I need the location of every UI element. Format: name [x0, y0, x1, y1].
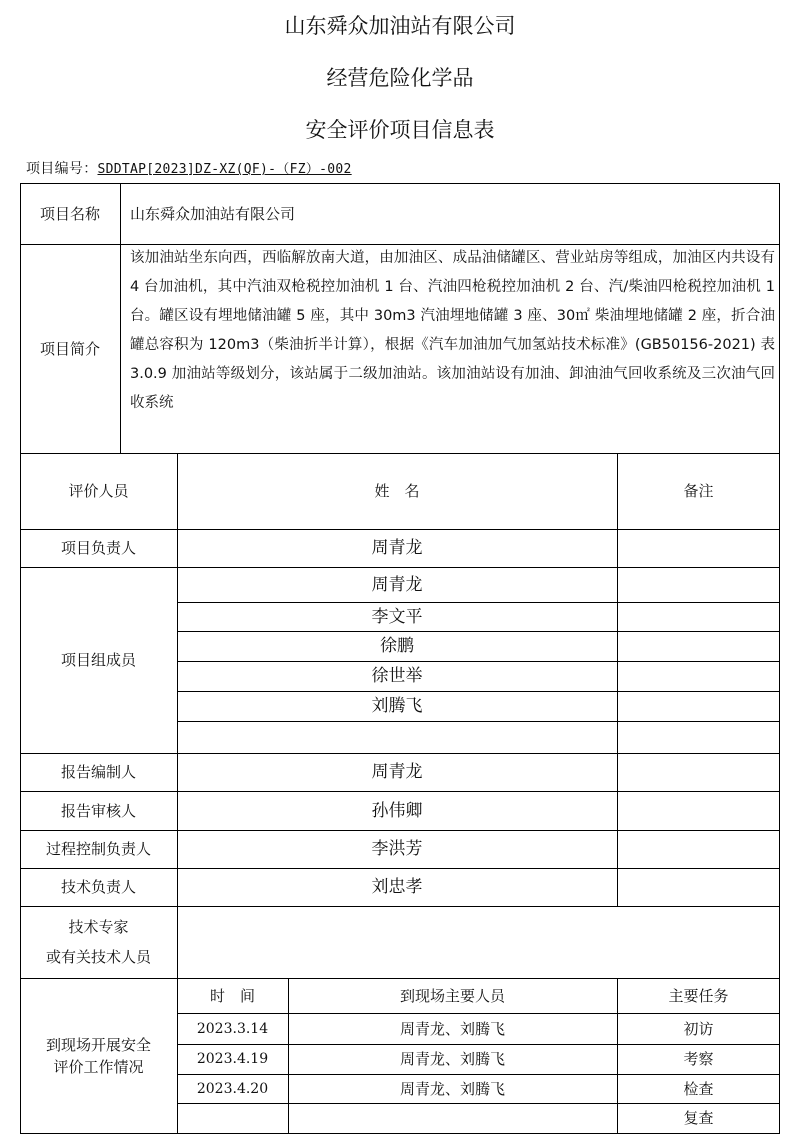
member-name: 徐世举 [371, 666, 423, 686]
member-name: 徐鹏 [380, 636, 414, 656]
project-number [26, 158, 352, 178]
staff-header-role: 评价人员 [68, 482, 129, 500]
site-header-people: 到现场主要人员 [399, 986, 505, 1005]
tech-lead-name: 刘忠孝 [371, 877, 423, 897]
staff-header-name: 姓 名 [374, 482, 420, 500]
report-writer-name: 周青龙 [371, 762, 423, 782]
member-name: 李文平 [371, 606, 423, 627]
experts-role [20, 906, 177, 978]
title-company: 山东舜众加油站有限公司 [284, 14, 516, 38]
project-number-label: 项目编号： [26, 161, 98, 177]
tech-lead-role: 技术负责人 [60, 878, 136, 896]
site-row-people: 周青龙、刘腾飞 [399, 1019, 505, 1038]
process-control-role: 过程控制负责人 [45, 840, 151, 858]
member-name: 刘腾飞 [371, 696, 423, 716]
leader-role: 项目负责人 [60, 539, 136, 557]
site-work-label-line1: 到现场开展安全 [45, 1036, 151, 1054]
report-reviewer-name: 孙伟卿 [371, 800, 423, 821]
site-row-task: 初访 [683, 1019, 714, 1038]
site-header-task: 主要任务 [668, 986, 729, 1005]
member-name [177, 721, 617, 753]
site-row-task: 考察 [683, 1050, 714, 1068]
project-name-value: 山东舜众加油站有限公司 [130, 204, 296, 223]
site-row-people: 周青龙、刘腾飞 [399, 1050, 505, 1068]
site-work-label-line2: 评价工作情况 [53, 1058, 144, 1076]
info-table [20, 183, 780, 1134]
site-row-date: 2023.3.14 [196, 1020, 269, 1037]
site-row-task: 复查 [683, 1109, 714, 1127]
experts-name [177, 906, 780, 978]
site-row-task: 检查 [683, 1079, 714, 1098]
experts-role-line2: 或有关技术人员 [45, 948, 151, 966]
site-work-label [20, 978, 177, 1134]
site-row-people [288, 1103, 617, 1133]
project-intro-label: 项目简介 [39, 339, 100, 358]
report-writer-role: 报告编制人 [60, 763, 136, 781]
project-name-label: 项目名称 [39, 204, 100, 223]
title-form-name: 安全评价项目信息表 [305, 118, 495, 142]
project-number-value: SDDTAP[2023]DZ-XZ(QF)-（FZ）-002 [97, 162, 352, 177]
site-row-people: 周青龙、刘腾飞 [399, 1079, 505, 1098]
site-header-time: 时 间 [209, 986, 255, 1005]
leader-name: 周青龙 [371, 538, 423, 558]
project-intro-text: 该加油站坐东向西，西临解放南大道，由加油区、成品油储罐区、营业站房等组成，加油区内共设有 4 台加油机，其中汽油双枪税控加油机 1 台、汽油四枪税控加油机 2 台、汽/柴油四枪税控加油机 1 台。罐区设有埋地储油罐 5 座，其中 30m3 汽油埋地储罐 3 座、30㎡ 柴油埋地储罐 2 座，折合油罐总容积为 120m3（柴油折半计算），根据《汽车加油加气加氢站技术标准》(GB50156-2021) 表 3.0.9 加油站等级划分，该站属于二级加油站。该加油站设有加油、卸油油气回收系统及三次油气回收系统 [130, 250, 775, 411]
experts-role-line1: 技术专家 [68, 918, 129, 936]
report-reviewer-role: 报告审核人 [60, 801, 136, 820]
staff-header-remark: 备注 [683, 482, 714, 500]
members-label: 项目组成员 [60, 651, 136, 669]
member-name: 周青龙 [371, 574, 423, 595]
title-subtitle: 经营危险化学品 [326, 66, 474, 90]
process-control-name: 李洪芳 [371, 839, 423, 859]
site-row-date [177, 1103, 288, 1133]
site-row-date: 2023.4.20 [196, 1080, 269, 1097]
site-row-date: 2023.4.19 [196, 1051, 269, 1067]
